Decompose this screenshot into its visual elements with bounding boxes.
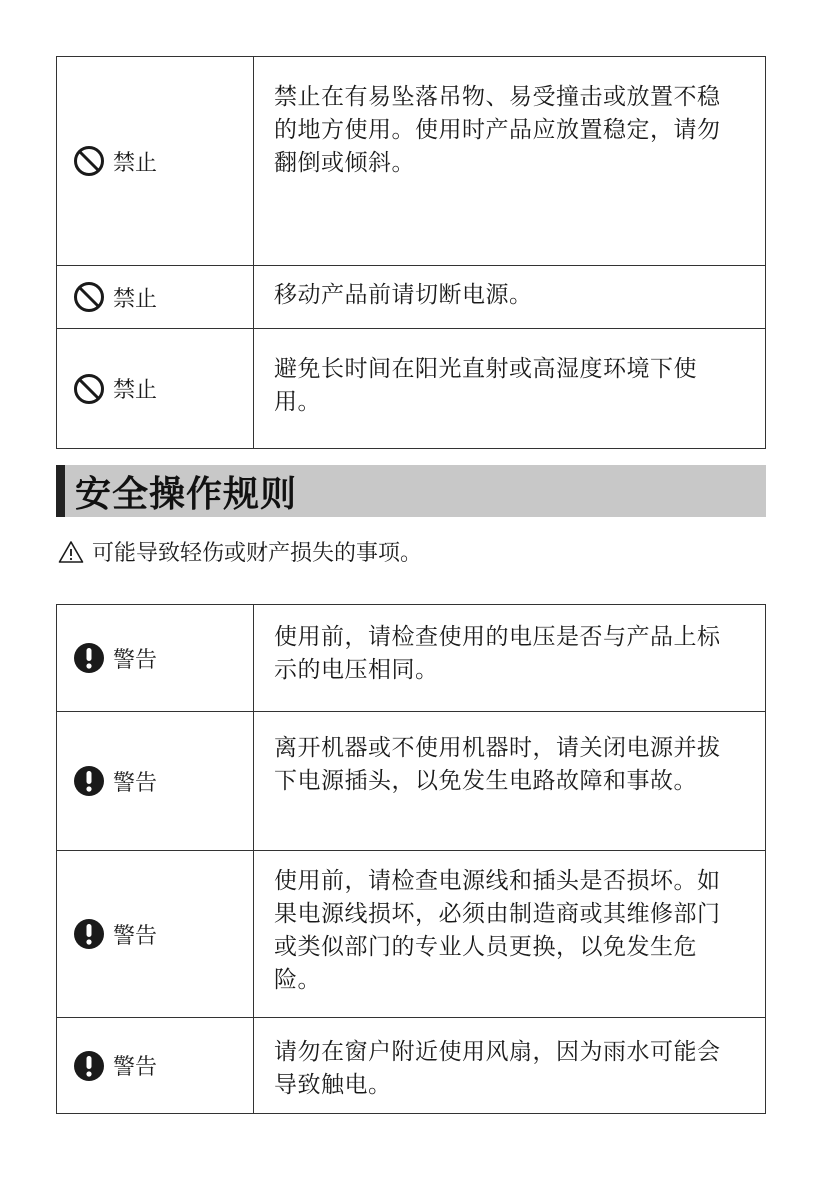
rule-text: 使用前，请检查使用的电压是否与产品上标示的电压相同。 — [254, 605, 766, 712]
prohibition-icon — [73, 373, 105, 405]
rule-label-cell — [57, 329, 254, 449]
rule-label: 禁止 — [113, 150, 158, 176]
rule-label-cell — [57, 712, 254, 851]
table-row — [57, 266, 766, 329]
section-title: 安全操作规则 — [75, 473, 298, 515]
rule-label: 警告 — [113, 923, 158, 949]
table-row — [57, 57, 766, 266]
rule-label-cell — [57, 851, 254, 1018]
table-row — [57, 605, 766, 712]
rule-label: 警告 — [113, 1055, 158, 1080]
table-row — [57, 329, 766, 449]
rule-label-cell — [57, 57, 254, 266]
prohibition-icon — [73, 281, 105, 313]
rule-label: 警告 — [113, 647, 158, 673]
table-row — [57, 712, 766, 851]
prohibition-table — [56, 56, 766, 449]
exclamation-circle-icon — [73, 1050, 105, 1082]
rule-label: 禁止 — [113, 286, 158, 312]
warning-triangle-icon — [58, 540, 84, 564]
section-heading — [56, 465, 766, 517]
table-row — [57, 1018, 766, 1114]
rule-label-cell — [57, 266, 254, 329]
rule-label-cell — [57, 605, 254, 712]
caution-note — [58, 536, 422, 567]
warning-table — [56, 604, 766, 1114]
rule-text: 禁止在有易坠落吊物、易受撞击或放置不稳的地方使用。使用时产品应放置稳定，请勿翻倒或倾斜。 — [254, 57, 766, 266]
rule-text: 离开机器或不使用机器时，请关闭电源并拔下电源插头，以免发生电路故障和事故。 — [254, 712, 766, 851]
rule-label: 禁止 — [113, 378, 158, 403]
rule-label: 警告 — [113, 770, 158, 796]
exclamation-circle-icon — [73, 918, 105, 950]
exclamation-circle-icon — [73, 765, 105, 797]
rule-label-cell — [57, 1018, 254, 1114]
rule-text: 移动产品前请切断电源。 — [254, 266, 766, 329]
rule-text: 请勿在窗户附近使用风扇，因为雨水可能会导致触电。 — [254, 1018, 766, 1114]
exclamation-circle-icon — [73, 642, 105, 674]
rule-text: 避免长时间在阳光直射或高湿度环境下使用。 — [254, 329, 766, 449]
prohibition-icon — [73, 145, 105, 177]
table-row — [57, 851, 766, 1018]
heading-accent-bar — [56, 465, 65, 517]
rule-text: 使用前，请检查电源线和插头是否损坏。如果电源线损坏，必须由制造商或其维修部门或类似部门的专业人员更换，以免发生危险。 — [254, 851, 766, 1018]
caution-text: 可能导致轻伤或财产损失的事项。 — [92, 541, 423, 566]
